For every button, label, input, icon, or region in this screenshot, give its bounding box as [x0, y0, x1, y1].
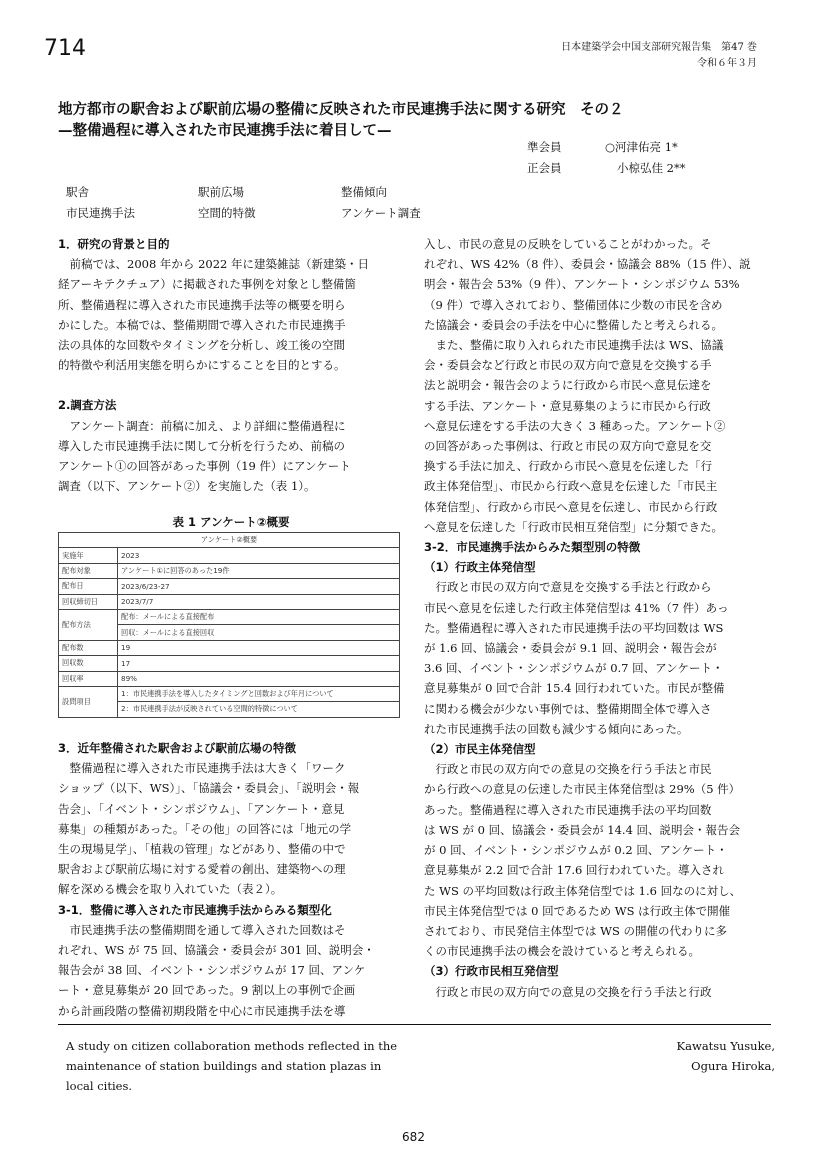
table-value: 1：市民連携手法を導入したタイミングと回数および年月について	[118, 686, 400, 701]
table-value: 2023/7/7	[118, 594, 400, 609]
paragraph-line: 行政と市民の双方向での意見の交換を行う手法と市民	[435, 762, 712, 777]
keyword: アンケート調査	[341, 206, 421, 220]
paragraph-line: 意見募集が 0 回で合計 15.4 回行われていた。市民が整備	[424, 681, 725, 696]
english-title: A study on citizen collaboration methods reflected in the maintenance of station buildings and station plazas in local cities.	[66, 1039, 398, 1093]
author-role: 正会員	[527, 161, 562, 175]
page-number-bottom: 682	[402, 1130, 425, 1144]
table-label: 回収締切日	[59, 594, 118, 609]
author-2	[527, 160, 686, 176]
paragraph-line: 告会」、「イベント・シンポジウム」、「アンケート・意見	[58, 801, 345, 816]
table-label: 回収数	[59, 656, 118, 671]
paragraph-line: アンケート調査：前稿に加え、より詳細に整備過程に	[69, 418, 346, 433]
keyword: 空間的特徴	[198, 206, 256, 220]
paragraph-line: 3.6 回、イベント・シンポジウムが 0.7 回、アンケート・	[424, 661, 724, 676]
author-1	[527, 139, 678, 155]
english-author: Kawatsu Yusuke,	[676, 1039, 775, 1053]
table-row	[59, 594, 400, 609]
paragraph-line: れぞれ、WS 42%（8 件）、委員会・協議会 88%（15 件）、説	[424, 257, 751, 272]
left-column-lower	[58, 738, 404, 1021]
table-label: 配布数	[59, 640, 118, 655]
paper-title	[58, 100, 778, 142]
table-value: 2023/6/23-27	[118, 579, 400, 594]
journal-name: 日本建築学会中国支部研究報告集 第47 巻	[561, 42, 757, 53]
table-row	[59, 671, 400, 686]
left-column	[58, 234, 404, 496]
table-value: 89%	[118, 671, 400, 686]
author-role: 準会員	[527, 140, 562, 154]
table-label: 設問項目	[59, 686, 118, 717]
subsubsection-heading: （3）行政市民相互発信型	[424, 964, 559, 979]
paragraph-line: た。整備過程に導入された市民連携手法の平均回数は WS	[424, 620, 724, 635]
paragraph-line: た WS の平均回数は行政主体発信型では 1.6 回なのに対し、	[424, 883, 742, 898]
subsubsection-heading: （2）市民主体発信型	[424, 742, 536, 757]
paragraph-line: ート・意見募集が 20 回であった。9 割以上の事例で企画	[58, 983, 356, 998]
paragraph-line: 生の現場見学」、「植栽の管理」などがあり、整備の中で	[58, 842, 346, 857]
paragraph-line: 体発信型」、行政から市民へ意見を伝達し、市民から行政	[424, 499, 718, 514]
title-line-1: 地方都市の駅舎および駅前広場の整備に反映された市民連携手法に関する研究 その２	[58, 102, 624, 118]
paragraph-line: 調査（以下、アンケート②）を実施した（表 1）。	[58, 479, 316, 494]
paragraph-line: 募集」の種類があった。「その他」の回答には「地元の学	[58, 821, 352, 836]
table-label: 配布日	[59, 579, 118, 594]
paragraph-line: かにした。本稿では、整備期間で導入された市民連携手	[58, 317, 346, 332]
paragraph-line: 市民主体発信型では 0 回であるため WS は行政主体で開催	[424, 903, 731, 918]
table-value: 配布：メールによる直接配布	[118, 609, 400, 624]
paragraph-line: が 1.6 回、協議会・委員会が 9.1 回、説明会・報告会が	[424, 641, 717, 656]
paragraph-line: 法の具体的な回数やタイミングを分析し、竣工後の空間	[58, 338, 346, 353]
paragraph-line: れた市民連携手法の回数も減少する傾向にあった。	[424, 721, 689, 736]
table-value: 19	[118, 640, 400, 655]
section-heading: 3．近年整備された駅舎および駅前広場の特徴	[58, 741, 296, 755]
keyword: 市民連携手法	[66, 206, 135, 220]
paragraph-line: が 0 回、イベント・シンポジウムが 0.2 回、アンケート・	[424, 843, 728, 858]
section-heading: 2.調査方法	[58, 398, 117, 413]
table-label: 配布対象	[59, 563, 118, 578]
paragraph-line: 法と説明会・報告会のように行政から市民へ意見伝達を	[424, 378, 712, 393]
journal-date: 令和６年３月	[697, 58, 757, 69]
paragraph-line: た協議会・委員会の手法を中心に整備したと考えられる。	[424, 317, 723, 332]
paragraph-line: 市民へ意見を伝達した行政主体発信型は 41%（7 件）あっ	[424, 600, 729, 615]
paragraph-line: へ意見伝達をする手法の大きく 3 種あった。アンケート②	[424, 418, 726, 433]
paragraph-line: 報告会が 38 回、イベント・シンポジウムが 17 回、アンケ	[58, 963, 366, 978]
table-header: アンケート②概要	[59, 533, 400, 548]
subsection-heading: 3-2．市民連携手法からみた類型別の特徴	[424, 540, 641, 555]
paragraph-line: 会・委員会など行政と市民の双方向で意見を交換する手	[424, 358, 712, 373]
table-row	[59, 686, 400, 701]
paragraph-line: 行政と市民の双方向での意見の交換を行う手法と行政	[435, 984, 712, 999]
paragraph-line: また、整備に取り入れられた市民連携手法は WS、協議	[435, 338, 724, 353]
table-value: 回収：メールによる直接回収	[118, 625, 400, 640]
keyword: 駅舎	[66, 185, 89, 199]
paragraph-line: ショップ（以下、WS）」、「協議会・委員会」、「説明会・報	[58, 781, 360, 796]
author-name: 小椋弘佳 2**	[617, 161, 686, 175]
paragraph-line: 前稿では、2008 年から 2022 年に建築雑誌（新建築・日	[69, 257, 369, 272]
paragraph-line: 意見募集が 2.2 回で合計 17.6 回行われていた。導入され	[424, 863, 725, 878]
table-row	[59, 640, 400, 655]
journal-info	[561, 40, 757, 72]
table-label: 回収率	[59, 671, 118, 686]
author-name: ○河津佑亮 1*	[605, 140, 678, 154]
table-row	[59, 548, 400, 563]
paragraph-line: （9 件）で導入されており、整備団体に少数の市民を含め	[424, 297, 723, 312]
paragraph-line: 解を深める機会を取り入れていた（表２）。	[58, 882, 283, 897]
paragraph-line: 導入した市民連携手法に関して分析を行うため、前稿の	[58, 438, 346, 453]
paragraph-line: れぞれ、WS が 75 回、協議会・委員会が 301 回、説明会・	[58, 943, 375, 958]
table-value: 17	[118, 656, 400, 671]
paragraph-line: に関わる機会が少ない事例では、整備期間全体で導入さ	[424, 701, 712, 716]
paragraph-line: されており、市民発信主体型では WS の開催の代わりに多	[424, 923, 728, 938]
subsubsection-heading: （1）行政主体発信型	[424, 560, 536, 575]
paragraph-line: へ意見を伝達した「行政市民相互発信型」に分類できた。	[424, 519, 723, 534]
english-authors	[677, 1036, 775, 1076]
table-value: アンケート①に回答のあった19件	[118, 563, 400, 578]
paragraph-line: 整備過程に導入された市民連携手法は大きく「ワーク	[69, 761, 346, 776]
paragraph-line: 入し、市民の意見の反映をしていることがわかった。そ	[424, 237, 712, 251]
paragraph-line: 市民連携手法の整備期間を通して導入された回数はそ	[69, 922, 346, 937]
paragraph-line: 的特徴や利活用実態を明らかにすることを目的とする。	[58, 358, 346, 373]
table-caption: 表 1 アンケート②概要	[172, 515, 290, 529]
paragraph-line: 明会・報告会 53%（9 件）、アンケート・シンポジウム 53%	[424, 277, 740, 292]
keyword: 駅前広場	[198, 185, 244, 199]
english-author: Ogura Hiroka,	[691, 1059, 775, 1073]
right-column	[424, 234, 772, 1002]
footer-rule	[58, 1024, 771, 1025]
paragraph-line: くの市民連携手法の機会を設けていると考えられる。	[424, 944, 700, 959]
paragraph-line: 経アーキテクチュア）に掲載された事例を対象とし整備箇	[58, 277, 356, 292]
paragraph-line: から計画段階の整備初期段階を中心に市民連携手法を導	[58, 1003, 346, 1018]
section-heading: 1．研究の背景と目的	[58, 237, 170, 251]
subsection-heading: 3-1．整備に導入された市民連携手法からみる類型化	[58, 902, 332, 917]
paragraph-line: 換する手法に加え、行政から市民へ意見を伝達した「行	[424, 459, 713, 474]
paragraph-line: 所、整備過程に導入された市民連携手法等の概要を明ら	[58, 297, 346, 312]
paragraph-line: 政主体発信型」、市民から行政へ意見を伝達した「市民主	[424, 479, 718, 494]
table-value: 2023	[118, 548, 400, 563]
table-row	[59, 656, 400, 671]
paragraph-line: 駅舎および駅前広場に対する愛着の創出、建築物への理	[58, 862, 346, 877]
paragraph-line: する手法、アンケート・意見募集のように市民から行政	[424, 398, 711, 413]
table-label: 実施年	[59, 548, 118, 563]
title-subtitle: —整備過程に導入された市民連携手法に着目して—	[58, 123, 392, 139]
table-row	[59, 579, 400, 594]
paragraph-line: あった。整備過程に導入された市民連携手法の平均回数	[424, 802, 712, 817]
page-number-top: 714	[44, 36, 86, 61]
paragraph-line: アンケート①の回答があった事例（19 件）にアンケート	[58, 459, 351, 474]
keyword: 整備傾向	[341, 185, 387, 199]
survey-table	[58, 532, 400, 718]
paragraph-line: は WS が 0 回、協議会・委員会が 14.4 回、説明会・報告会	[424, 822, 741, 837]
table-label: 配布方法	[59, 609, 118, 640]
paragraph-line: 行政と市民の双方向で意見を交換する手法と行政から	[435, 580, 712, 595]
table-value: 2：市民連携手法が反映されている空間的特徴について	[118, 702, 400, 717]
paragraph-line: の回答があった事例は、行政と市民の双方向で意見を交	[424, 439, 712, 454]
table-row	[59, 609, 400, 624]
table-row	[59, 563, 400, 578]
paragraph-line: から行政への意見の伝達した市民主体発信型は 29%（5 件）	[424, 782, 741, 797]
